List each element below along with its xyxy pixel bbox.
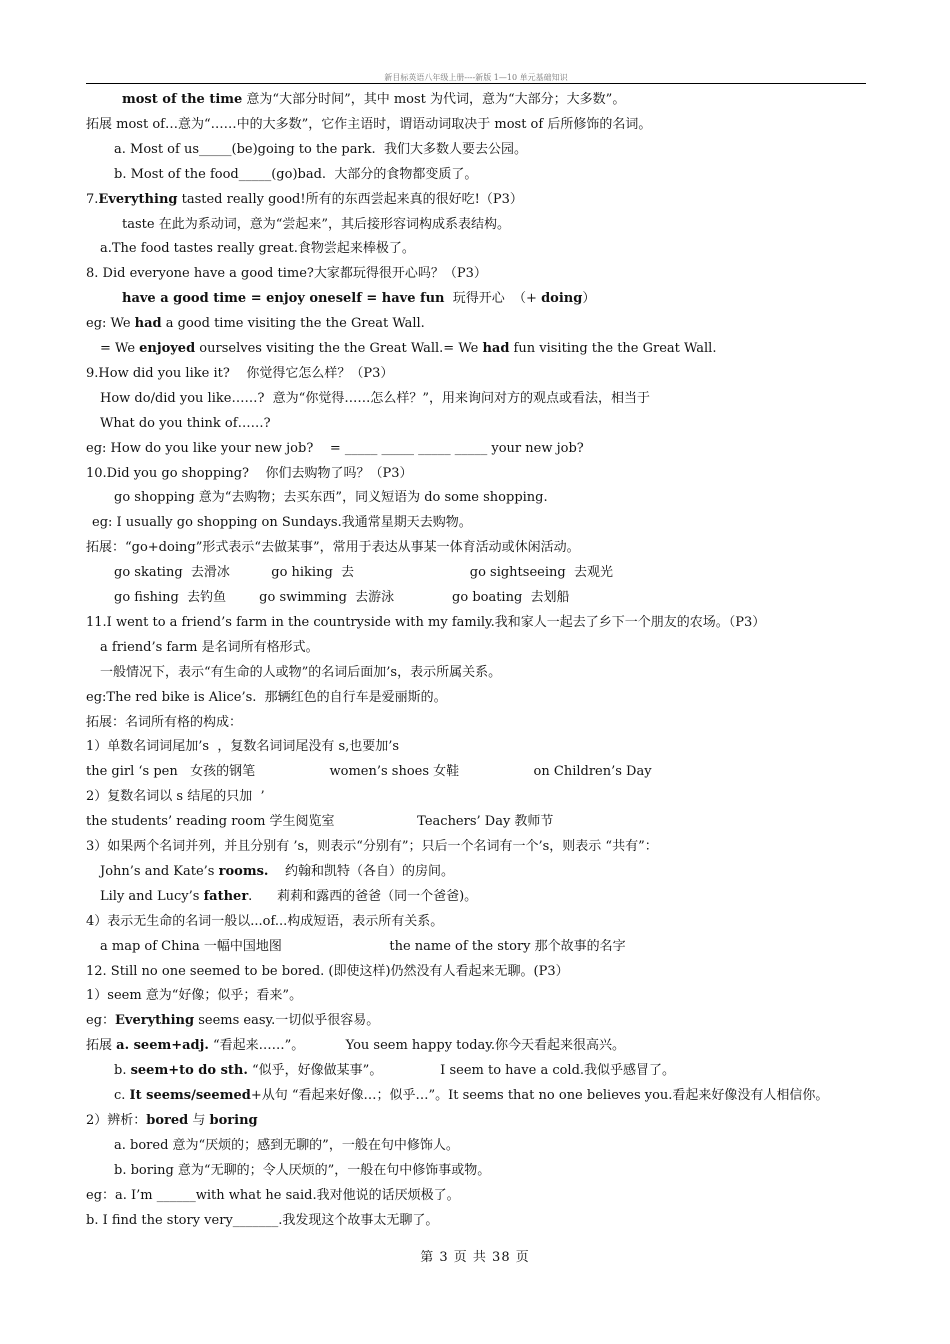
text-line xyxy=(86,784,265,809)
text-line xyxy=(122,212,510,237)
text-segment: c. xyxy=(114,1088,130,1103)
text-line xyxy=(114,1058,675,1083)
text-segment: 拓展：名词所有格的构成： xyxy=(86,714,243,730)
text-line xyxy=(86,959,569,984)
text-line xyxy=(86,809,553,834)
text-segment: 7. xyxy=(86,191,99,207)
text-segment: John’s and Kate’s xyxy=(100,863,219,879)
bold-text: doing xyxy=(541,291,583,307)
text-line xyxy=(86,710,242,735)
text-line xyxy=(86,311,425,336)
text-segment: b. xyxy=(114,1063,131,1079)
text-line xyxy=(100,386,650,411)
text-segment: go shopping 意为“去购物；去买东西”，同义短语为 do some shopping. xyxy=(114,490,548,506)
text-line xyxy=(86,461,413,486)
text-segment: b. I find the story very_______.我发现这个故事太无聊了。 xyxy=(86,1212,439,1228)
text-segment: ） xyxy=(582,291,596,307)
text-segment: 9.How did you like it? 你觉得它怎么样？（P3） xyxy=(86,365,394,381)
bold-text: boring xyxy=(209,1112,258,1128)
text-line xyxy=(86,187,523,212)
text-line xyxy=(114,560,613,585)
text-line xyxy=(100,236,415,261)
text-segment: a.The food tastes really great.食物尝起来棒极了。 xyxy=(100,241,415,257)
text-segment: 1）seem 意为“好像；似乎；看来”。 xyxy=(86,988,303,1004)
bold-text: father xyxy=(203,888,249,904)
text-segment: b. Most of the food_____(go)bad. 大部分的食物都变质了。 xyxy=(114,166,478,182)
text-line xyxy=(100,934,626,959)
text-line xyxy=(86,734,399,759)
text-segment: = We xyxy=(100,341,140,356)
text-segment: 一般情况下，表示“有生命的人或物”的名词后面加’s，表示所属关系。 xyxy=(100,664,502,680)
text-segment: 12. Still no one seemed to be bored. (即使这样)仍然没有人看起来无聊。(P3） xyxy=(86,963,569,979)
bold-text: Everything xyxy=(115,1013,195,1029)
text-segment: What do you think of……? xyxy=(100,415,271,431)
text-segment: 4）表示无生命的名词一般以...of...构成短语，表示所有关系。 xyxy=(86,913,444,929)
text-segment: 意为“大部分时间”，其中 most 为代词，意为“大部分；大多数”。 xyxy=(242,92,626,107)
text-line xyxy=(86,1208,438,1233)
text-segment: eg: I usually go shopping on Sundays.我通常星期天去购物。 xyxy=(92,515,472,531)
text-segment: 拓展：“go+doing”形式表示“去做某事”，常用于表达从事某一体育活动或休闲活动。 xyxy=(86,540,580,556)
text-segment: +从句 “看起来好像…；似乎…”。It seems that no one believes you.看起来好像没有人相信你。 xyxy=(250,1088,829,1103)
text-segment: the girl ‘s pen 女孩的钢笔 women’s shoes 女鞋 on Children’s Day xyxy=(86,764,652,780)
text-line xyxy=(100,635,319,660)
page-number: 第 3 页 共 38 页 xyxy=(420,1250,530,1265)
bold-text: rooms. xyxy=(218,863,269,879)
text-line xyxy=(86,834,658,859)
text-segment: 1）单数名词词尾加’s ，复数名词词尾没有 s,也要加’s xyxy=(86,739,400,755)
text-segment: a friend’s farm 是名词所有格形式。 xyxy=(100,639,319,655)
text-segment: eg：a. I’m ______with what he said.我对他说的话厌烦极了。 xyxy=(86,1187,460,1203)
bold-text: It seems/seemed xyxy=(129,1088,251,1103)
text-line xyxy=(86,261,487,286)
text-segment: 2）复数名词以 s 结尾的只加 ’ xyxy=(86,789,265,805)
text-segment: eg:The red bike is Alice’s. 那辆红色的自行车是爱丽斯的。 xyxy=(86,689,447,705)
text-segment: a good time visiting the the Great Wall. xyxy=(161,316,425,332)
bold-text: bored xyxy=(146,1112,189,1128)
text-line xyxy=(100,859,454,884)
text-line xyxy=(86,685,447,710)
text-segment: 玩得开心 （+ xyxy=(444,291,542,307)
text-segment: taste 在此为系动词，意为“尝起来”，其后接形容词构成系表结构。 xyxy=(122,216,510,232)
text-segment: 拓展 xyxy=(86,1038,117,1054)
text-segment: go fishing 去钓鱼 go swimming 去游泳 go boating 去划船 xyxy=(114,590,570,605)
text-segment: eg: How do you like your new job? = _____ _____ _____ _____ your new job? xyxy=(86,440,584,456)
text-segment: 8. Did everyone have a good time?大家都玩得很开心吗？（P3） xyxy=(86,266,487,282)
text-line xyxy=(114,137,527,162)
text-line xyxy=(86,112,651,137)
text-line xyxy=(86,1108,258,1133)
text-line xyxy=(86,1183,460,1208)
text-line xyxy=(86,759,652,784)
text-segment: “似乎，好像做某事”。 I seem to have a cold.我似乎感冒了。 xyxy=(247,1063,676,1079)
bold-text: Everything xyxy=(98,191,178,207)
bold-text: enjoyed xyxy=(139,341,196,356)
text-line xyxy=(100,660,501,685)
text-segment: a. Most of us_____(be)going to the park. 我们大多数人要去公园。 xyxy=(114,141,527,157)
text-segment: How do/did you like……? 意为“你觉得……怎么样？”，用来询问对方的观点或看法，相当于 xyxy=(100,390,650,406)
text-segment: eg： xyxy=(86,1013,116,1029)
text-line xyxy=(114,485,548,510)
bold-text: have a good time = enjoy oneself = have fun xyxy=(122,291,445,307)
text-segment: Lily and Lucy’s xyxy=(100,888,204,904)
text-line xyxy=(114,1158,490,1183)
text-line xyxy=(100,884,477,909)
bold-text: seem+to do sth. xyxy=(130,1063,248,1079)
page-header xyxy=(86,72,866,84)
text-line xyxy=(122,286,595,311)
text-segment: fun visiting the the Great Wall. xyxy=(509,341,717,356)
text-line xyxy=(86,909,443,934)
text-line xyxy=(86,610,765,635)
text-line xyxy=(114,585,570,610)
text-line xyxy=(86,361,393,386)
text-segment: eg: We xyxy=(86,316,135,332)
text-line xyxy=(114,1083,828,1108)
text-segment: go skating 去滑冰 go hiking 去 go sightseeing 去观光 xyxy=(114,565,613,581)
text-line xyxy=(114,162,477,187)
text-segment: . 莉莉和露西的爸爸（同一个爸爸)。 xyxy=(248,888,478,904)
text-segment: 10.Did you go shopping? 你们去购物了吗？（P3） xyxy=(86,465,413,481)
text-segment: a map of China 一幅中国地图 the name of the story 那个故事的名字 xyxy=(100,938,626,954)
text-segment: “看起来……”。 You seem happy today.你今天看起来很高兴。 xyxy=(208,1038,626,1054)
text-segment: 约翰和凯特（各自）的房间。 xyxy=(268,863,454,879)
text-segment: a. bored 意为“厌烦的；感到无聊的”，一般在句中修饰人。 xyxy=(114,1137,459,1153)
text-segment: seems easy.一切似乎很容易。 xyxy=(194,1013,380,1029)
text-segment: 与 xyxy=(188,1112,210,1128)
bold-text: a. seem+adj. xyxy=(116,1038,209,1054)
text-line xyxy=(92,510,472,535)
bold-text: had xyxy=(134,316,162,332)
text-line xyxy=(86,983,302,1008)
text-segment: 拓展 most of…意为“……中的大多数”，它作主语时，谓语动词取决于 most of 后所修饰的名词。 xyxy=(86,116,652,132)
text-segment: 3）如果两个名词并列，并且分别有 ’s，则表示“分别有”；只后一个名词有一个’s，则表示 “共有”： xyxy=(86,839,658,854)
text-segment: 2）辨析： xyxy=(86,1112,147,1128)
text-line xyxy=(100,411,271,436)
text-segment: the students’ reading room 学生阅览室 Teachers’ Day 教师节 xyxy=(86,814,554,830)
text-line xyxy=(114,1133,459,1158)
text-segment: ourselves visiting the the Great Wall.= We xyxy=(195,341,483,356)
text-segment: b. boring 意为“无聊的；令人厌烦的”，一般在句中修饰事或物。 xyxy=(114,1162,491,1178)
text-line xyxy=(86,535,580,560)
text-line xyxy=(86,1033,625,1058)
header-title: 新目标英语八年级上册----新版 1—10 单元基础知识 xyxy=(384,73,568,82)
text-line xyxy=(100,336,716,361)
text-segment: tasted really good!所有的东西尝起来真的很好吃!（P3） xyxy=(177,191,523,207)
text-line xyxy=(122,87,625,112)
bold-text: had xyxy=(482,341,510,356)
bold-text: most of the time xyxy=(122,92,243,107)
text-line xyxy=(86,436,584,461)
text-segment: 11.I went to a friend’s farm in the countryside with my family.我和家人一起去了乡下一个朋友的农场。（P3） xyxy=(86,614,766,630)
text-line xyxy=(86,1008,379,1033)
